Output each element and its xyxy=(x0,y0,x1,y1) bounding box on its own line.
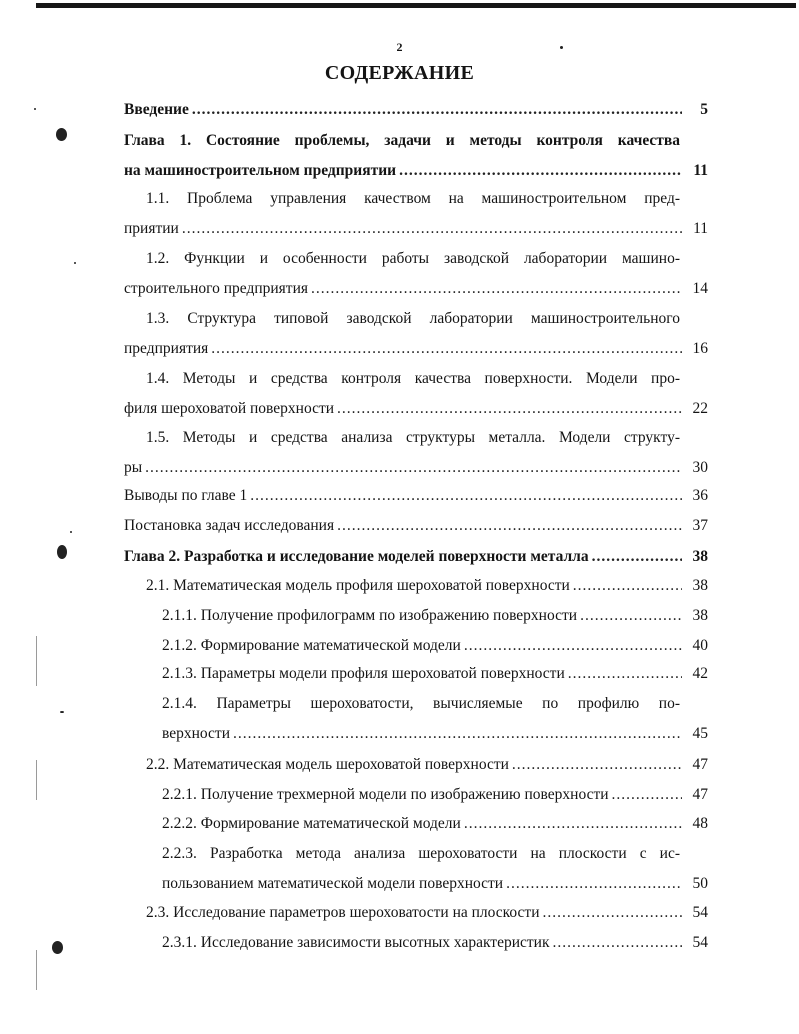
toc-entry-section-2-2-1[interactable]: 2.2.1. Получение трехмерной модели по изображению поверхности ..... 47 xyxy=(162,780,708,810)
toc-page-number: 50 xyxy=(692,875,708,892)
toc-entry-conclusions-1[interactable]: Выводы по главе 1 ..... 36 xyxy=(124,481,708,511)
toc-page-number: 42 xyxy=(692,665,708,682)
toc-entry-introduction[interactable]: Введение ..... 5 xyxy=(124,95,708,125)
toc-page-number: 14 xyxy=(692,280,708,297)
page-title: СОДЕРЖАНИЕ xyxy=(324,62,475,84)
toc-entry-section-2-1-2[interactable]: 2.1.2. Формирование математической модели ..... 40 xyxy=(162,631,708,661)
toc-entry-section-2-2[interactable]: 2.2. Математическая модель шероховатой поверхности ..... 47 xyxy=(146,750,708,780)
toc-entry-problem-statement[interactable]: Постановка задач исследования ..... 37 xyxy=(124,511,708,541)
toc-entry-section-2-1-4[interactable]: 2.1.4. Параметры шероховатости, вычисляемые по профилю по- верхности ..... 45 xyxy=(162,689,708,749)
toc-entry-section-2-2-2[interactable]: 2.2.2. Формирование математической модели ..... 48 xyxy=(162,809,708,839)
toc-page-number: 40 xyxy=(692,637,708,654)
toc-entry-section-2-2-3[interactable]: 2.2.3. Разработка метода анализа шероховатости на плоскости с ис- пользованием математической модели поверхности ..... 50 xyxy=(162,839,708,899)
toc-page-number: 30 xyxy=(692,459,708,476)
toc-entry-chapter-1[interactable]: Глава 1. Состояние проблемы, задачи и методы контроля качества на машиностроительном предприятии ..... 11 xyxy=(124,126,708,186)
toc-entry-section-2-1[interactable]: 2.1. Математическая модель профиля шероховатой поверхности ..... 38 xyxy=(146,571,708,601)
toc-page-number: 38 xyxy=(692,607,708,624)
toc-page-number: 54 xyxy=(692,934,708,951)
toc-page-number: 16 xyxy=(692,340,708,357)
toc-entry-section-2-1-1[interactable]: 2.1.1. Получение профилограмм по изображению поверхности ..... 38 xyxy=(162,601,708,631)
toc-entry-chapter-2[interactable]: Глава 2. Разработка и исследование моделей поверхности металла ..... 38 xyxy=(124,542,708,572)
toc-page-number: 38 xyxy=(692,577,708,594)
toc-page-number: 38 xyxy=(692,548,708,565)
toc-entry-section-1-3[interactable]: 1.3. Структура типовой заводской лаборатории машиностроительного предприятия ..... 16 xyxy=(124,304,708,364)
toc-entry-section-1-5[interactable]: 1.5. Методы и средства анализа структуры металла. Модели структу- ры ..... 30 xyxy=(124,423,708,483)
toc-entry-section-2-3-1[interactable]: 2.3.1. Исследование зависимости высотных характеристик ..... 54 xyxy=(162,928,708,958)
toc-page-number: 37 xyxy=(692,517,708,534)
toc-page-number: 54 xyxy=(692,904,708,921)
toc-entry-section-1-2[interactable]: 1.2. Функции и особенности работы заводской лаборатории машино- строительного предприятия ..... 14 xyxy=(124,244,708,304)
toc-page-number: 48 xyxy=(692,815,708,832)
toc-page-number: 47 xyxy=(692,756,708,773)
page-number: 2 xyxy=(396,40,403,54)
toc-page-number: 45 xyxy=(692,725,708,742)
toc-entry-section-1-4[interactable]: 1.4. Методы и средства контроля качества поверхности. Модели про- филя шероховатой поверхности ..... 22 xyxy=(124,364,708,424)
toc-entry-section-2-3[interactable]: 2.3. Исследование параметров шероховатости на плоскости ..... 54 xyxy=(146,898,708,928)
toc-page-number: 36 xyxy=(692,487,708,504)
toc-entry-section-2-1-3[interactable]: 2.1.3. Параметры модели профиля шероховатой поверхности ..... 42 xyxy=(162,659,708,689)
toc-page-number: 11 xyxy=(693,162,708,179)
toc-entry-section-1-1[interactable]: 1.1. Проблема управления качеством на машиностроительном пред- приятии ..... 11 xyxy=(124,184,708,244)
toc-page-number: 11 xyxy=(693,220,708,237)
toc-page-number: 5 xyxy=(700,101,708,118)
toc-page-number: 47 xyxy=(692,786,708,803)
toc-page-number: 22 xyxy=(692,400,708,417)
